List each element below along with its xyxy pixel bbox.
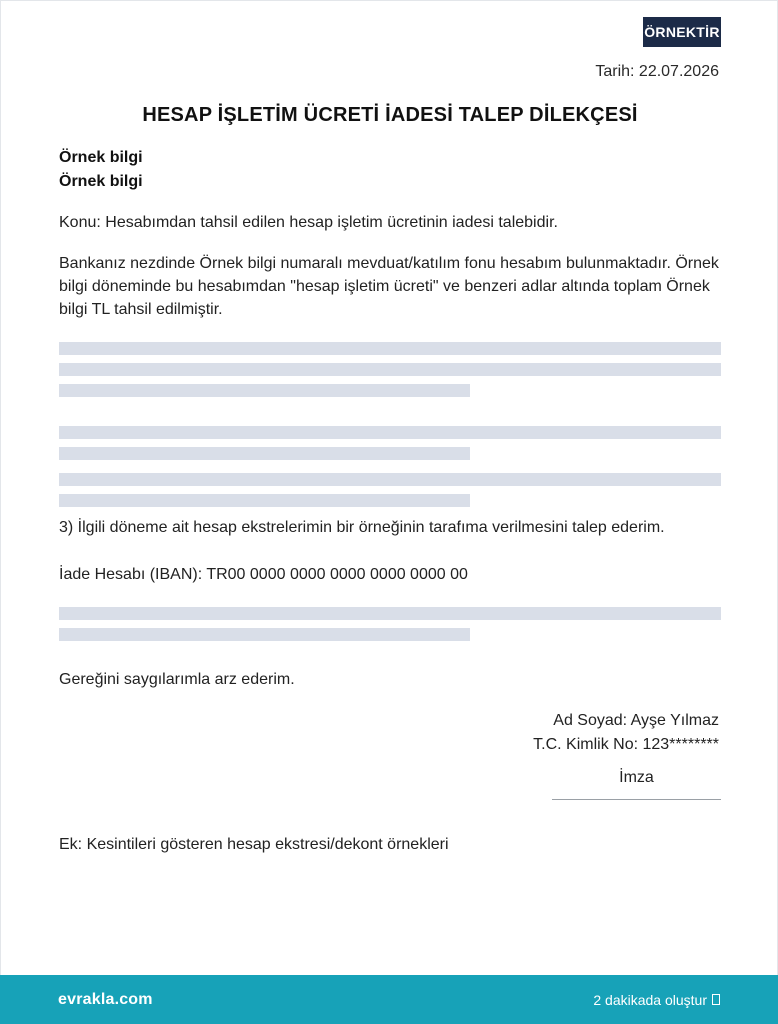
redacted-line [59, 494, 470, 507]
redacted-line [59, 384, 470, 397]
footer-brand[interactable]: evrakla.com [58, 990, 153, 1008]
redacted-line [59, 342, 721, 355]
sample-badge: ÖRNEKTİR [643, 17, 721, 47]
date-line: Tarih: 22.07.2026 [595, 63, 719, 80]
redacted-line [59, 447, 470, 460]
attachment-line: Ek: Kesintileri gösteren hesap ekstresi/dekont örnekleri [59, 836, 449, 853]
redacted-line [59, 426, 721, 439]
create-cta-label: 2 dakikada oluştur [593, 991, 707, 1008]
subject-line: Konu: Hesabımdan tahsil edilen hesap işletim ücretinin iadesi talebidir. [59, 214, 558, 231]
footer-banner[interactable] [0, 975, 778, 1024]
signature-line [552, 799, 721, 800]
document-title: HESAP İŞLETİM ÜCRETİ İADESİ TALEP DİLEKÇESİ [142, 104, 638, 126]
iban-line: İade Hesabı (IBAN): TR00 0000 0000 0000 0000 0000 00 [59, 566, 468, 583]
closing-line: Gereğini saygılarımla arz ederim. [59, 671, 295, 688]
recipient-line-1: Örnek bilgi [59, 149, 143, 166]
recipient-line-2: Örnek bilgi [59, 173, 143, 190]
redacted-line [59, 607, 721, 620]
signature-name: Ad Soyad: Ayşe Yılmaz [553, 712, 719, 729]
intro-paragraph: Bankanız nezdinde Örnek bilgi numaralı mevduat/katılım fonu hesabım bulunmaktadır. Örnek bilgi döneminde bu hesabımdan "hesap işletim ücreti" ve benzeri adlar altında toplam Örnek bilgi TL tahsil edilmiştir. [59, 255, 719, 318]
redacted-line [59, 628, 470, 641]
placeholder-glyph-icon [712, 994, 720, 1005]
redacted-line [59, 363, 721, 376]
signature-label: İmza [619, 769, 654, 786]
create-cta[interactable] [593, 992, 720, 1008]
item-3-paragraph: 3) İlgili döneme ait hesap ekstrelerimin bir örneğinin tarafıma verilmesini talep ederim. [59, 519, 665, 536]
signature-id: T.C. Kimlik No: 123******** [533, 736, 719, 753]
redacted-line [59, 473, 721, 486]
